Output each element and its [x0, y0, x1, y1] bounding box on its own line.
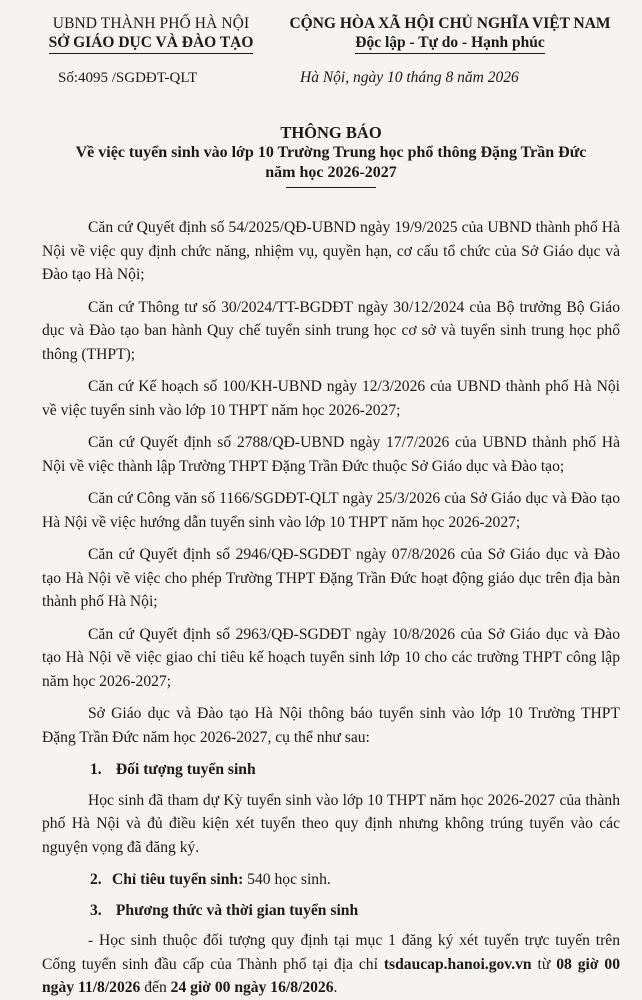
document-header	[42, 0, 620, 87]
document-title-block	[42, 123, 620, 188]
section-3-number: 3.	[90, 901, 102, 919]
legal-basis-paragraph: Căn cứ Quyết định số 2963/QĐ-SGDĐT ngày 10/8/2026 của Sở Giáo dục và Đào tạo Hà Nội về việc giao chỉ tiêu kế hoạch tuyển sinh lớp 10 cho các trường THPT công lập năm học 2026-2027;	[42, 625, 620, 690]
section-3-title: Phương thức và thời gian tuyển sinh	[115, 901, 359, 919]
document-body	[42, 216, 620, 1000]
legal-basis-paragraph: Căn cứ Quyết định số 2788/QĐ-UBND ngày 17/7/2026 của UBND thành phố Hà Nội về việc thành lập Trường THPT Đặng Trần Đức thuộc Sở Giáo dục và Đào tạo;	[42, 434, 620, 475]
section-3-text-start: - Học sinh thuộc đối tượng quy định tại mục 1 đăng ký xét tuyển trực tuyến trên Cổng tuyển sinh đầu cấp của Thành phố tại địa chỉ	[42, 932, 620, 973]
issuing-agency-block	[42, 14, 260, 87]
time-from-prefix: từ	[531, 955, 557, 973]
issuing-agency: SỞ GIÁO DỤC VÀ ĐÀO TẠO	[49, 33, 254, 54]
section-2-heading	[42, 868, 620, 892]
section-1-text: Học sinh đã tham dự Kỳ tuyển sinh vào lớp 10 THPT năm học 2026-2027 của thành phố Hà Nội và đủ điều kiện xét tuyển theo quy định nhưng không trúng tuyển vào các nguyện vọng đã đăng ký.	[42, 791, 620, 856]
legal-basis-paragraph: Căn cứ Quyết định số 54/2025/QĐ-UBND ngày 19/9/2025 của UBND thành phố Hà Nội về việc quy định chức năng, nhiệm vụ, quyền hạn, cơ cấu tổ chức của Sở Giáo dục và Đào tạo Hà Nội;	[42, 219, 620, 283]
registration-end-time: 24 giờ 00 ngày 16/8/2026	[170, 979, 334, 996]
section-2-number: 2.	[90, 871, 102, 888]
section-2-title: Chỉ tiêu tuyển sinh:	[112, 871, 244, 888]
legal-basis-paragraph: Căn cứ Công văn số 1166/SGDĐT-QLT ngày 25/3/2026 của Sở Giáo dục và Đào tạo Hà Nội về việc hướng dẫn tuyển sinh vào lớp 10 THPT năm học 2026-2027;	[42, 490, 620, 531]
portal-address: tsdaucap.hanoi.gov.vn	[383, 955, 532, 973]
document-type: THÔNG BÁO	[280, 123, 382, 142]
section-3-text-end: .	[333, 979, 338, 996]
document-number: Số:4095 /SGDĐT-QLT	[58, 70, 198, 86]
section-1-number: 1.	[90, 761, 102, 778]
legal-basis-paragraph: Căn cứ Quyết định số 2946/QĐ-SGDĐT ngày 07/8/2026 của Sở Giáo dục và Đào tạo Hà Nội về việc cho phép Trường THPT Đặng Trần Đức hoạt động giáo dục trên địa bàn thành phố Hà Nội;	[42, 546, 620, 610]
section-2-value: 540 học sinh.	[243, 871, 331, 888]
place-and-date: Hà Nội, ngày 10 tháng 8 năm 2026	[300, 69, 519, 86]
national-motto: Độc lập - Tự do - Hạnh phúc	[355, 33, 544, 54]
section-3-text	[42, 929, 620, 1000]
national-title: CỘNG HÒA XÃ HỘI CHỦ NGHĨA VIỆT NAM	[289, 15, 611, 32]
document-subject-line-2: năm học 2026-2027	[265, 164, 397, 181]
national-heading-block	[280, 14, 620, 87]
legal-basis-paragraph: Căn cứ Thông tư số 30/2024/TT-BGDĐT ngày 30/12/2024 của Bộ trưởng Bộ Giáo dục và Đào tạo ban hành Quy chế tuyển sinh trung học cơ sở và tuyển sinh trung học phổ thông (THPT);	[42, 298, 620, 363]
section-1-heading	[42, 758, 620, 782]
section-3-heading	[42, 899, 620, 923]
announcement-intro: Sở Giáo dục và Đào tạo Hà Nội thông báo tuyển sinh vào lớp 10 Trường THPT Đặng Trần Đức năm học 2026-2027, cụ thể như sau:	[42, 705, 620, 746]
title-underline	[286, 187, 376, 188]
legal-basis-paragraph: Căn cứ Kế hoạch số 100/KH-UBND ngày 12/3/2026 của UBND thành phố Hà Nội về việc tuyển sinh vào lớp 10 THPT năm học 2026-2027;	[42, 378, 620, 419]
time-to-prefix: đến	[140, 979, 171, 996]
document-subject-line-1: Về việc tuyển sinh vào lớp 10 Trường Trung học phổ thông Đặng Trần Đức	[75, 144, 587, 161]
section-1-title: Đối tượng tuyển sinh	[115, 761, 256, 778]
registration-start-time: 08 giờ 00 ngày 11/8/2026	[42, 955, 620, 996]
parent-agency: UBND THÀNH PHỐ HÀ NỘI	[52, 15, 250, 32]
